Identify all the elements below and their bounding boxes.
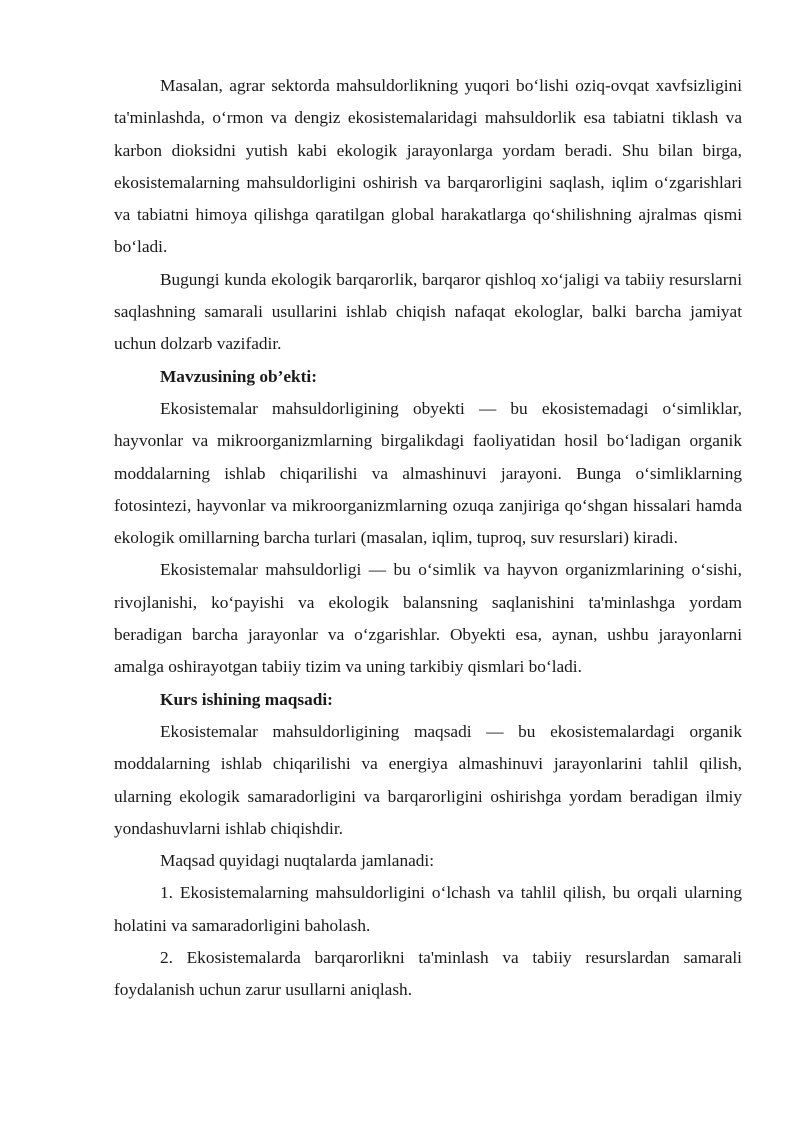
list-item-goal-2: 2. Ekosistemalarda barqarorlikni ta'minlash va tabiiy resurslardan samarali foydalanish uchun zarur usullarni aniqlash.: [114, 948, 742, 1000]
heading-course-goal: Kurs ishining maqsadi:: [160, 689, 333, 709]
paragraph-goal-intro: Maqsad quyidagi nuqtalarda jamlanadi:: [160, 851, 435, 871]
heading-topic-object: Mavzusining ob’ekti:: [160, 366, 317, 386]
paragraph-object-definition: Ekosistemalar mahsuldorligining obyekti — bu ekosistemadagi o‘simliklar, hayvonlar va mikroorganizmlarning birgalikdagi faoliyatidan hosil bo‘ladigan organik moddalarning ishlab chiqarilishi va almashinuvi jarayoni. Bunga o‘simliklarning fotosintezi, hayvonlar va mikroorganizmlarning ozuqa zanjiriga qo‘shgan hissalari hamda ekologik omillarning barcha turlari (masalan, iqlim, tuproq, suv resurslari) kiradi.: [114, 398, 742, 548]
list-item-goal-1: 1. Ekosistemalarning mahsuldorligini o‘lchash va tahlil qilish, bu orqali ularning holatini va samaradorligini baholash.: [114, 883, 742, 935]
paragraph-ecological-sustainability: Bugungi kunda ekologik barqarorlik, barqaror qishloq xo‘jaligi va tabiiy resurslarni saqlashning samarali usullarini ishlab chiqish nafaqat ekologlar, balki barcha jamiyat uchun dolzarb vazifadir.: [114, 269, 742, 354]
paragraph-productivity-definition: Ekosistemalar mahsuldorligi — bu o‘simlik va hayvon organizmlarining o‘sishi, rivojlanishi, ko‘payishi va ekologik balansning saqlanishini ta'minlashga yordam beradigan barcha jarayonlar va o‘zgarishlar. Obyekti esa, aynan, ushbu jarayonlarni amalga oshirayotgan tabiiy tizim va uning tarkibiy qismlari bo‘ladi.: [114, 560, 742, 677]
paragraph-productivity-benefits: Masalan, agrar sektorda mahsuldorlikning yuqori bo‘lishi oziq-ovqat xavfsizligini ta'minlashda, o‘rmon va dengiz ekosistemalaridagi mahsuldorlik esa tabiatni tiklash va karbon dioksidni yutish kabi ekologik jarayonlarga yordam beradi. Shu bilan birga, ekosistemalarning mahsuldorligini oshirish va barqarorligini saqlash, iqlim o‘zgarishlari va tabiatni himoya qilishga qaratilgan global harakatlarga qo‘shilishning ajralmas qismi bo‘ladi.: [114, 76, 742, 257]
document-page: [114, 70, 742, 1007]
paragraph-goal-definition: Ekosistemalar mahsuldorligining maqsadi — bu ekosistemalardagi organik moddalarning ishlab chiqarilishi va energiya almashinuvi jarayonlarini tahlil qilish, ularning ekologik samaradorligini va barqarorligini oshirishga yordam beradigan ilmiy yondashuvlarni ishlab chiqishdir.: [114, 721, 742, 838]
